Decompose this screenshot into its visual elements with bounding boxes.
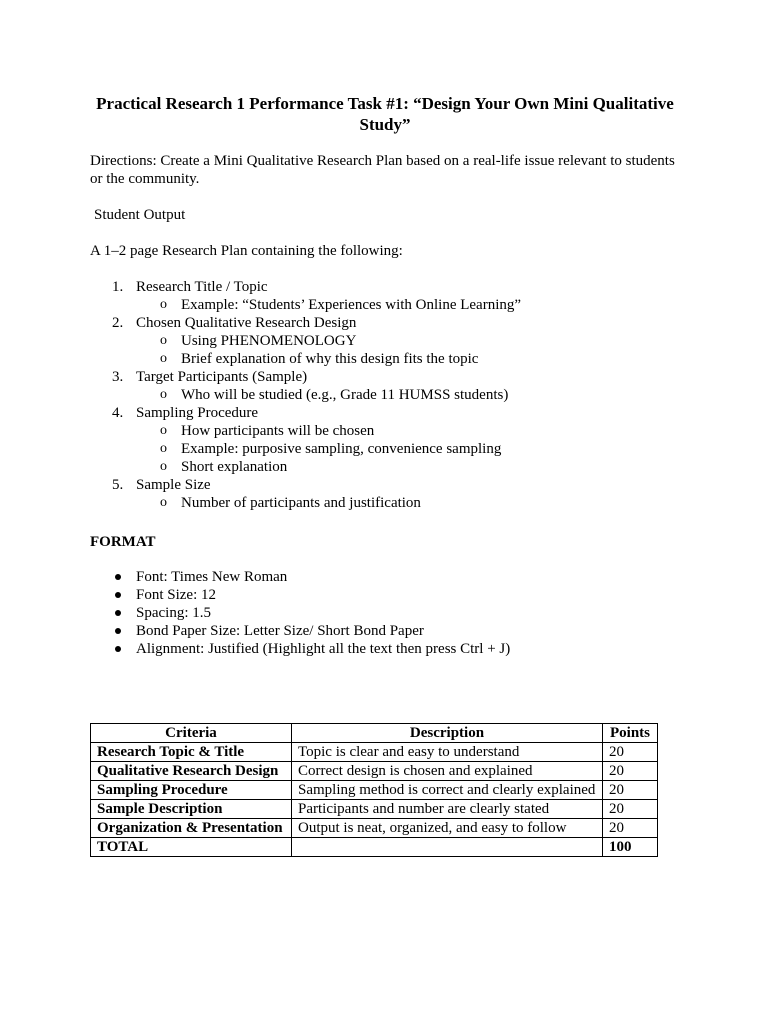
format-item — [90, 586, 510, 604]
sub-item-text: Example: “Students’ Experiences with Online Learning” — [181, 297, 522, 313]
sub-item-text: Short explanation — [181, 459, 288, 475]
format-item-text: Spacing: 1.5 — [136, 605, 211, 621]
criteria-cell: Sampling Procedure — [91, 781, 292, 800]
sub-bullet-marker: o — [160, 333, 167, 348]
document-title: Practical Research 1 Performance Task #1: “Design Your Own Mini Qualitative Study” — [96, 94, 674, 134]
table-row — [91, 762, 658, 781]
sub-bullet-marker: o — [160, 387, 167, 402]
sub-item — [136, 332, 521, 350]
sub-list — [136, 494, 521, 512]
sub-item — [136, 350, 521, 368]
format-item-text: Font: Times New Roman — [136, 569, 288, 585]
total-label-cell: TOTAL — [91, 838, 292, 857]
criteria-cell: Sample Description — [91, 800, 292, 819]
format-item-text: Bond Paper Size: Letter Size/ Short Bond Paper — [136, 623, 424, 639]
header-criteria: Criteria — [91, 724, 292, 743]
description-cell: Topic is clear and easy to understand — [292, 743, 603, 762]
header-points: Points — [603, 724, 658, 743]
total-row — [91, 838, 658, 857]
header-description: Description — [292, 724, 603, 743]
description-cell: Correct design is chosen and explained — [292, 762, 603, 781]
sub-item-text: Number of participants and justification — [181, 495, 421, 511]
sub-item-text: How participants will be chosen — [181, 423, 375, 439]
requirement-label: Sample Size — [136, 477, 211, 493]
sub-item — [136, 422, 521, 440]
description-cell: Participants and number are clearly stated — [292, 800, 603, 819]
sub-item-text: Who will be studied (e.g., Grade 11 HUMSS students) — [181, 387, 509, 403]
points-cell: 20 — [603, 800, 658, 819]
sub-item-text: Brief explanation of why this design fits the topic — [181, 351, 479, 367]
bullet-icon — [115, 574, 121, 580]
points-cell: 20 — [603, 819, 658, 838]
sub-list — [136, 296, 521, 314]
requirement-label: Chosen Qualitative Research Design — [136, 315, 357, 331]
sub-bullet-marker: o — [160, 495, 167, 510]
bullet-icon — [115, 610, 121, 616]
requirement-number: 1. — [112, 279, 124, 295]
sub-item-text: Example: purposive sampling, convenience sampling — [181, 441, 502, 457]
plan-intro: A 1–2 page Research Plan containing the following: — [90, 243, 403, 259]
sub-list — [136, 332, 521, 368]
requirement-number: 4. — [112, 405, 124, 421]
requirement-item — [90, 278, 521, 314]
table-row — [91, 781, 658, 800]
criteria-cell: Qualitative Research Design — [91, 762, 292, 781]
table-row — [91, 819, 658, 838]
rubric-header-row — [91, 724, 658, 743]
sub-item — [136, 458, 521, 476]
requirement-number: 3. — [112, 369, 124, 385]
student-output-heading: Student Output — [94, 207, 186, 223]
table-row — [91, 800, 658, 819]
directions-paragraph: Directions: Create a Mini Qualitative Research Plan based on a real-life issue relevant to students or the community. — [90, 153, 675, 187]
sub-bullet-marker: o — [160, 459, 167, 474]
points-cell: 20 — [603, 781, 658, 800]
requirement-item — [90, 314, 521, 368]
bullet-icon — [115, 628, 121, 634]
rubric-table — [90, 723, 658, 857]
requirement-item — [90, 368, 521, 404]
description-cell: Sampling method is correct and clearly explained — [292, 781, 603, 800]
sub-list — [136, 386, 521, 404]
criteria-cell: Organization & Presentation — [91, 819, 292, 838]
requirement-item — [90, 404, 521, 476]
sub-bullet-marker: o — [160, 423, 167, 438]
format-item-text: Font Size: 12 — [136, 587, 217, 603]
requirement-item — [90, 476, 521, 512]
format-list — [90, 568, 510, 658]
bullet-icon — [115, 646, 121, 652]
sub-list — [136, 422, 521, 476]
sub-bullet-marker: o — [160, 351, 167, 366]
sub-item — [136, 494, 521, 512]
requirement-label: Sampling Procedure — [136, 405, 259, 421]
requirement-label: Target Participants (Sample) — [136, 369, 308, 385]
sub-item-text: Using PHENOMENOLOGY — [181, 333, 357, 349]
total-description-cell — [292, 838, 603, 857]
requirement-label: Research Title / Topic — [136, 279, 268, 295]
sub-item — [136, 296, 521, 314]
points-cell: 20 — [603, 743, 658, 762]
format-item — [90, 568, 510, 586]
table-row — [91, 743, 658, 762]
sub-item — [136, 386, 521, 404]
description-cell: Output is neat, organized, and easy to follow — [292, 819, 603, 838]
sub-bullet-marker: o — [160, 441, 167, 456]
bullet-icon — [115, 592, 121, 598]
requirements-list — [90, 278, 521, 512]
sub-item — [136, 440, 521, 458]
format-item — [90, 604, 510, 622]
format-item — [90, 640, 510, 658]
criteria-cell: Research Topic & Title — [91, 743, 292, 762]
requirement-number: 5. — [112, 477, 124, 493]
total-points-cell: 100 — [603, 838, 658, 857]
requirement-number: 2. — [112, 315, 124, 331]
format-item — [90, 622, 510, 640]
points-cell: 20 — [603, 762, 658, 781]
format-item-text: Alignment: Justified (Highlight all the text then press Ctrl + J) — [136, 641, 511, 657]
format-heading: FORMAT — [90, 534, 156, 550]
sub-bullet-marker: o — [160, 297, 167, 312]
